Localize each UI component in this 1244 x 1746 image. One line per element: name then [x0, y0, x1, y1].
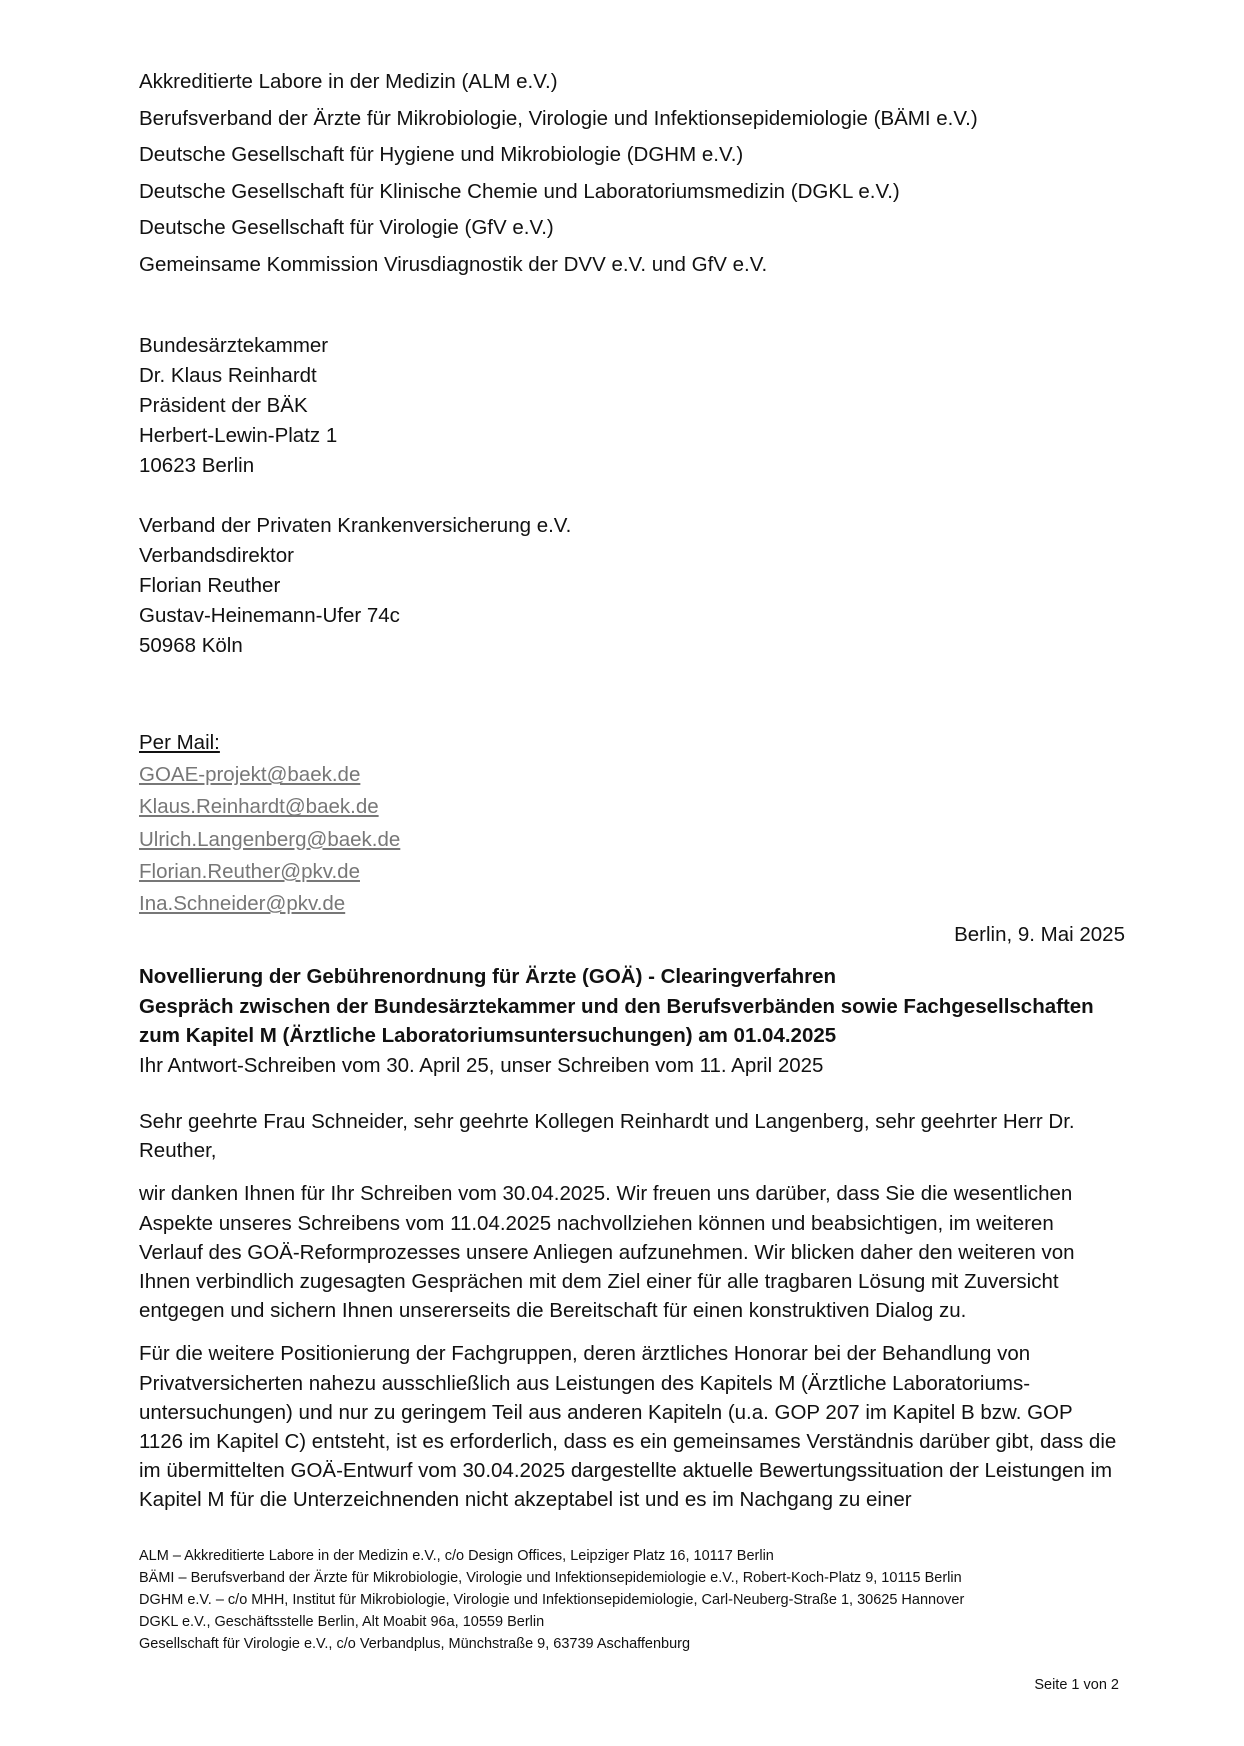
- page-footer: [139, 1545, 1119, 1655]
- footer-line: BÄMI – Berufsverband der Ärzte für Mikrobiologie, Virologie und Infektionsepidemiologie e.V., Robert-Koch-Platz 9, 10115 Berlin: [139, 1570, 962, 1586]
- address-line: Präsident der BÄK: [139, 394, 308, 417]
- recipient-address-pkv: [139, 511, 1119, 661]
- subject-reference: Ihr Antwort-Schreiben vom 30. April 25, unser Schreiben vom 11. April 2025: [139, 1053, 824, 1077]
- subject-block: [139, 962, 1119, 1080]
- subject-detail: Gespräch zwischen der Bundesärztekammer und den Berufsverbänden sowie Fachgesellschaften zum Kapitel M (Ärztliche Laboratoriumsuntersuchungen) am 01.04.2025: [139, 994, 1094, 1047]
- email-link[interactable]: Ina.Schneider@pkv.de: [139, 892, 346, 916]
- sender-line: Deutsche Gesellschaft für Hygiene und Mikrobiologie (DGHM e.V.): [139, 143, 744, 166]
- page-number: Seite 1 von 2: [1034, 1677, 1119, 1693]
- address-line: Dr. Klaus Reinhardt: [139, 364, 317, 387]
- mail-heading: Per Mail:: [139, 731, 220, 754]
- address-line: Bundesärztekammer: [139, 334, 329, 357]
- sender-line: Deutsche Gesellschaft für Virologie (GfV e.V.): [139, 216, 554, 239]
- address-line: 50968 Köln: [139, 634, 243, 657]
- address-line: 10623 Berlin: [139, 454, 255, 477]
- subject-title: Novellierung der Gebührenordnung für Ärzte (GOÄ) - Clearingverfahren: [139, 965, 837, 988]
- sender-organizations: [139, 64, 1119, 283]
- address-line: Florian Reuther: [139, 574, 281, 597]
- address-line: Gustav-Heinemann-Ufer 74c: [139, 604, 400, 627]
- sender-line: Akkreditierte Labore in der Medizin (ALM e.V.): [139, 70, 558, 93]
- body-paragraph: wir danken Ihnen für Ihr Schreiben vom 30.04.2025. Wir freuen uns darüber, dass Sie die wesentlichen Aspekte unseres Schreibens vom 11.04.2025 nachvollziehen können und beabsichtigen, im weiteren Verlauf des GOÄ-Reformprozesses unsere Anliegen aufzunehmen. Wir blicken daher den weiteren von Ihnen verbindlich zugesagten Gesprächen mit dem Ziel einer für alle tragbaren Lösung mit Zuversicht entgegen und sichern Ihnen unsererseits die Bereitschaft für einen konstruktiven Dialog zu.: [139, 1182, 1075, 1323]
- sender-line: Deutsche Gesellschaft für Klinische Chemie und Laboratoriumsmedizin (DGKL e.V.): [139, 179, 900, 203]
- footer-line: DGKL e.V., Geschäftsstelle Berlin, Alt Moabit 96a, 10559 Berlin: [139, 1614, 545, 1630]
- body-paragraph: Für die weitere Positionierung der Fachgruppen, deren ärztliches Honorar bei der Behandlung von Privatversicherten nahezu ausschließlich aus Leistungen des Kapitels M (Ärztliche Laboratoriums-untersuchungen) und nur zu geringem Teil aus anderen Kapiteln (u.a. GOP 207 im Kapitel B bzw. GOP 1126 im Kapitel C) entsteht, ist es erforderlich, dass es ein gemeinsames Verständnis darüber gibt, dass die im übermittelten GOÄ-Entwurf vom 30.04.2025 dargestellte aktuelle Bewertungssituation der Leistungen im Kapitel M für die Unterzeichnenden nicht akzeptabel ist und es im Nachgang zu einer: [139, 1342, 1117, 1512]
- footer-line: DGHM e.V. – c/o MHH, Institut für Mikrobiologie, Virologie und Infektionsepidemiologie, Carl-Neuberg-Straße 1, 30625 Hannover: [139, 1592, 965, 1608]
- recipient-address-baek: [139, 331, 1119, 481]
- salutation: Sehr geehrte Frau Schneider, sehr geehrte Kollegen Reinhardt und Langenberg, sehr geehrter Herr Dr. Reuther,: [139, 1110, 1075, 1163]
- footer-line: ALM – Akkreditierte Labore in der Medizin e.V., c/o Design Offices, Leipziger Platz 16, 10117 Berlin: [139, 1548, 774, 1564]
- letter-body: [139, 1107, 1119, 1529]
- address-line: Herbert-Lewin-Platz 1: [139, 424, 338, 447]
- email-link[interactable]: Ulrich.Langenberg@baek.de: [139, 827, 401, 851]
- email-link[interactable]: Klaus.Reinhardt@baek.de: [139, 795, 379, 819]
- mail-recipients: [139, 727, 1119, 920]
- sender-line: Gemeinsame Kommission Virusdiagnostik der DVV e.V. und GfV e.V.: [139, 252, 768, 276]
- address-line: Verband der Privaten Krankenversicherung e.V.: [139, 514, 572, 537]
- sender-line: Berufsverband der Ärzte für Mikrobiologie, Virologie und Infektionsepidemiologie (BÄMI e.V.): [139, 106, 978, 130]
- footer-line: Gesellschaft für Virologie e.V., c/o Verbandplus, Münchstraße 9, 63739 Aschaffenburg: [139, 1636, 691, 1652]
- email-link[interactable]: Florian.Reuther@pkv.de: [139, 859, 360, 883]
- letter-date: Berlin, 9. Mai 2025: [954, 923, 1125, 946]
- address-line: Verbandsdirektor: [139, 544, 294, 567]
- email-link[interactable]: GOAE-projekt@baek.de: [139, 763, 361, 787]
